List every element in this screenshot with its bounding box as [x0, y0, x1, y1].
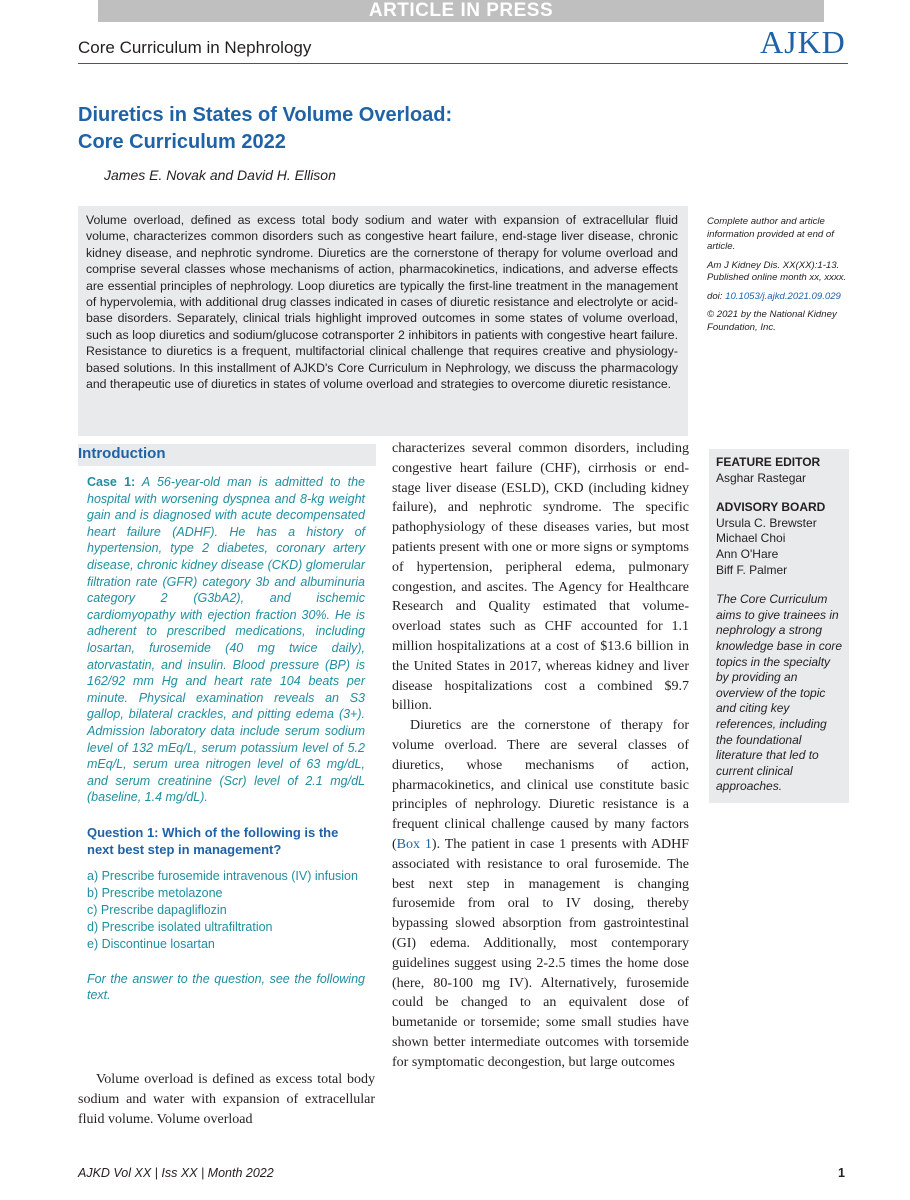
answer-note: For the answer to the question, see the following text.: [87, 971, 365, 1003]
case-1: [87, 474, 365, 806]
advisory-board-group: [716, 500, 844, 578]
option-a: a) Prescribe furosemide intravenous (IV) infusion: [87, 868, 358, 883]
title-line-2: Core Curriculum 2022: [78, 131, 286, 153]
option-e: e) Discontinue losartan: [87, 936, 215, 951]
doi-label: doi:: [707, 290, 723, 302]
advisory-board-heading: ADVISORY BOARD: [716, 500, 826, 515]
title-line-1: Diuretics in States of Volume Overload:: [78, 104, 453, 126]
question-1: Question 1: Which of the following is the next best step in management?: [87, 824, 339, 857]
body-paragraph-2-end: ). The patient in case 1 presents with ADHF associated with resistance to oral furosemide. The best next step in management is changing furosemide from oral to IV dosing, thereby bypassing slowed absorption from gastrointestinal (GI) edema. Additionally, most contemporary guidelines suggest using 2-2.5 times the home dose (here, 80-100 mg IV). Alternatively, furosemide could be changed to an equivalent dose of bumetanide or torsemide; some small studies have shown better intermediate outcomes with torsemide for symptomatic decongestion, but large outcomes: [392, 836, 689, 1070]
article-info: [707, 216, 847, 340]
series-title: Core Curriculum in Nephrology: [78, 38, 312, 57]
case-label: Case 1:: [87, 475, 136, 489]
complete-info-note: Complete author and article information provided at end of article.: [707, 216, 834, 252]
page-number: 1: [838, 1166, 845, 1180]
feature-editor-group: [716, 455, 844, 486]
footer-citation: AJKD Vol XX | Iss XX | Month 2022: [78, 1166, 274, 1180]
editorial-sidebar-content: [716, 455, 844, 795]
introduction-heading-bar: [78, 444, 376, 466]
doi-link[interactable]: 10.1053/j.ajkd.2021.09.029: [725, 290, 841, 302]
feature-editor-name: Asghar Rastegar: [716, 470, 807, 485]
body-column-2: [392, 439, 689, 1073]
body-paragraph-1: characterizes several common disorders, including congestive heart failure (CHF), cirrhosis or end-stage liver disease (ESLD), CKD (including kidney failure), and nephrotic syndrome. The specific pathophysiology of these diseases varies, but most patients present with one or more signs or symptoms of hypertension, peripheral edema, pulmonary congestion, and ascites. The Agency for Healthcare Research and Quality estimated that volume-overload states such as CHF accounted for 1.1 million hospitalizations at a cost of $13.6 billion in the United States in 2017, whereas kidney and liver disease hospitalizations cost a combined $9.7 billion.: [392, 441, 689, 714]
advisory-member: Ursula C. Brewster: [716, 515, 817, 530]
intro-paragraph-start: Volume overload is defined as excess total body sodium and water with expansion of extracellular fluid volume. Volume overload: [78, 1072, 375, 1127]
body-paragraph-2: [392, 716, 689, 1072]
option-b: b) Prescribe metolazone: [87, 885, 223, 900]
advisory-member: Ann O'Hare: [716, 546, 779, 561]
journal-logo: AJKD: [760, 24, 846, 60]
header-divider: [78, 63, 848, 64]
article-title: [78, 102, 678, 156]
advisory-member: Michael Choi: [716, 531, 786, 546]
case-column: [87, 474, 365, 1004]
authors: James E. Novak and David H. Ellison: [104, 167, 336, 183]
article-in-press-banner: ARTICLE IN PRESS: [98, 0, 824, 22]
advisory-member: Biff F. Palmer: [716, 562, 788, 577]
copyright: © 2021 by the National Kidney Foundation, Inc.: [707, 309, 837, 333]
citation: Am J Kidney Dis. XX(XX):1-13. Published online month xx, xxxx.: [707, 259, 847, 283]
case-text: A 56-year-old man is admitted to the hospital with worsening dyspnea and 8-kg weight gain and is diagnosed with acute decompensated heart failure (ADHF). He has a history of hypertension, type 2 diabetes, coronary artery disease, chronic kidney disease (CKD) glomerular filtration rate (GFR) category 3b and albuminuria category 2 (G3bA2), and ischemic cardiomyopathy with ejection fraction 30%. He is adherent to prescribed medications, including losartan, furosemide (40 mg twice daily), atorvastatin, and insulin. Blood pressure (BP) is 162/92 mm Hg and heart rate 104 beats per minute. Physical examination reveals an S3 gallop, bilateral crackles, and pitting edema (3+). Admission laboratory data include serum sodium level of 132 mEq/L, serum potassium level of 5.2 mEq/L, serum urea nitrogen level of 63 mg/dL, and serum creatinine (Scr) level of 2.1 mg/dL (baseline, 1.4 mg/dL).: [87, 475, 365, 805]
abstract: Volume overload, defined as excess total body sodium and water with expansion of extracellular fluid volume, characterizes common disorders such as congestive heart failure, end-stage liver disease, chronic kidney disease, and nephrotic syndrome. Diuretics are the cornerstone of therapy for volume overload and comprise several classes whose mechanisms of action, pharmacokinetics, indications, and adverse effects are essential principles of nephrology. Loop diuretics are typically the first-line treatment in the management of hypervolemia, with additional drug classes indicated in cases of diuretic resistance and electrolyte or acid-base disorders. Separately, clinical trials highlight improved outcomes in some states of volume overload, such as loop diuretics and sodium/glucose cotransporter 2 inhibitors in patients with congestive heart failure. Resistance to diuretics is a frequent, multifactorial clinical challenge that requires creative and physiology-based solutions. In this installment of AJKD's Core Curriculum in Nephrology, we discuss the pharmacology and therapeutic use of diuretics in states of volume overload and strategies to overcome diuretic resistance.: [86, 213, 678, 392]
option-d: d) Prescribe isolated ultrafiltration: [87, 919, 273, 934]
feature-editor-heading: FEATURE EDITOR: [716, 455, 821, 469]
body-paragraph-2-start: Diuretics are the cornerstone of therapy for volume overload. There are several classes of diuretics, whose mechanisms of action, pharmacokinetics, and clinical use constitute basic principles of nephrology. Diuretic resistance is a frequent clinical challenge caused by many factors (: [392, 718, 689, 852]
core-curriculum-blurb: The Core Curriculum aims to give trainees in nephrology a strong knowledge base in core topics in the specialty by providing an overview of the topic and citing key references, including the foundational literature that led to current clinical approaches.: [716, 592, 843, 794]
introduction-heading: Introduction: [78, 445, 166, 462]
option-c: c) Prescribe dapagliflozin: [87, 902, 227, 917]
box-1-reference-link[interactable]: Box 1: [396, 836, 432, 852]
doi: [707, 291, 847, 304]
answer-options: [87, 868, 365, 953]
